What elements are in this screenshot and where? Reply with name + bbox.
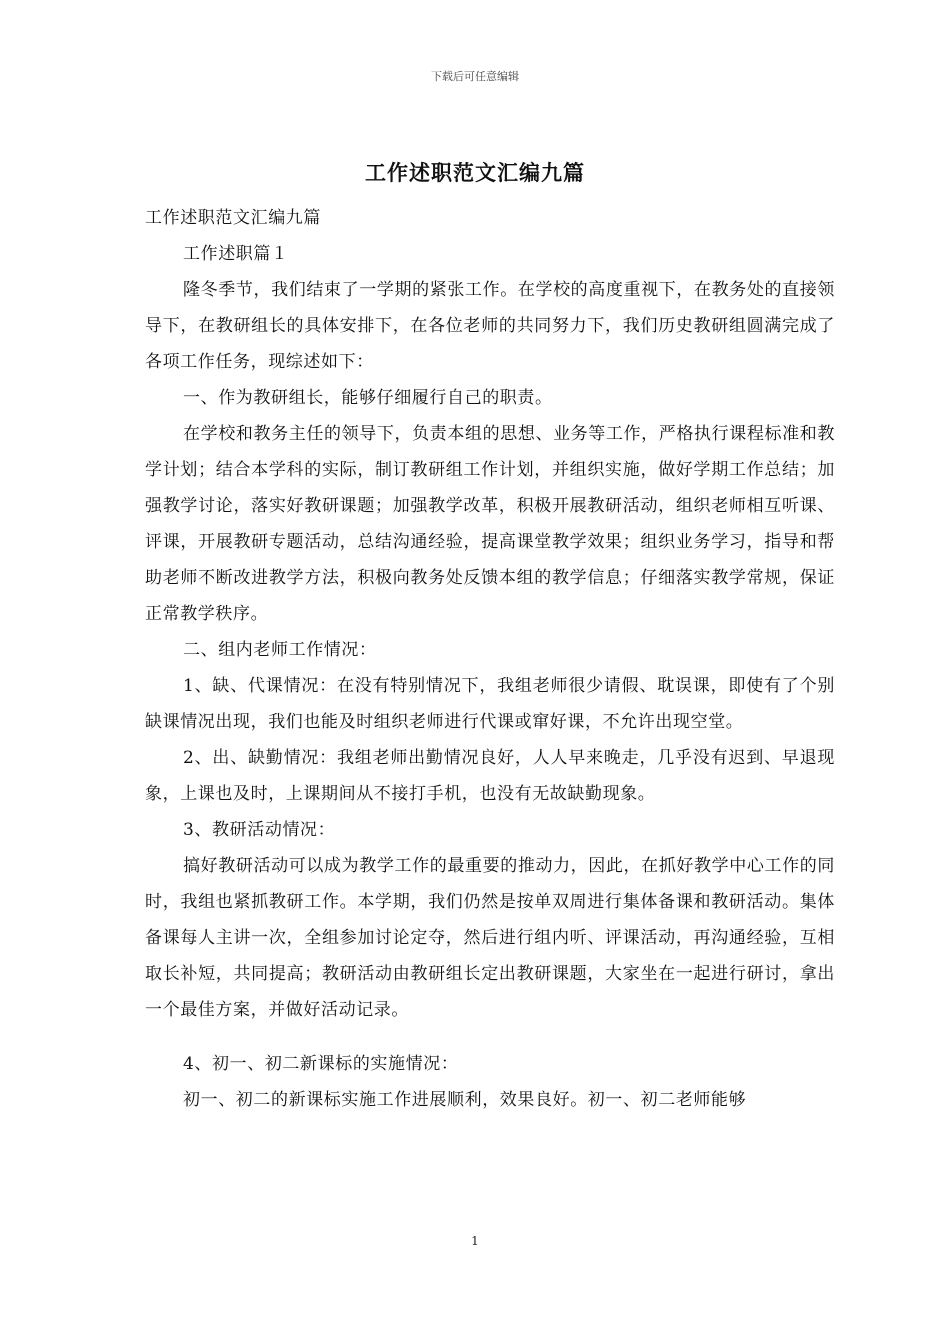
paragraph-duties: 在学校和教务主任的领导下，负责本组的思想、业务等工作，严格执行课程标准和教学计划；结合本学科的实际，制订教研组工作计划，并组织实施，做好学期工作总结；加强教学讨论，落实好教研课题；加强教学改革，积极开展教研活动，组织老师相互听课、评课，开展教研专题活动，总结沟通经验，提高课堂教学效果；组织业务学习，指导和帮助老师不断改进教学方法，积极向教务处反馈本组的教学信息；仔细落实教学常规，保证正常教学秩序。 [145,424,835,624]
document-body [145,200,835,1118]
paragraph-item-3-heading: 3、教研活动情况： [183,820,336,840]
paragraph-heading-two: 二、组内老师工作情况： [183,640,377,660]
paragraph-item-1: 1、缺、代课情况：在没有特别情况下，我组老师很少请假、耽误课，即使有了个别缺课情况出现，我们也能及时组织老师进行代课或窜好课，不允许出现空堂。 [145,676,835,732]
document-title: 工作述职范文汇编九篇 [365,160,585,185]
paragraph-section-heading: 工作述职篇１ [183,244,289,264]
page-number: 1 [471,1234,479,1248]
paragraph-item-2: 2、出、缺勤情况：我组老师出勤情况良好，人人早来晚走，几乎没有迟到、早退现象，上课也及时，上课期间从不接打手机，也没有无故缺勤现象。 [145,748,835,804]
paragraph-item-4-body: 初一、初二的新课标实施工作进展顺利，效果良好。初一、初二老师能够 [183,1090,747,1110]
paragraph-intro: 隆冬季节，我们结束了一学期的紧张工作。在学校的高度重视下，在教务处的直接领导下，在教研组长的具体安排下，在各位老师的共同努力下，我们历史教研组圆满完成了各项工作任务，现综述如下： [145,280,835,372]
paragraph-subtitle: 工作述职范文汇编九篇 [145,208,321,228]
paragraph-item-4-heading: 4、初一、初二新课标的实施情况： [183,1054,459,1074]
paragraph-item-3-body: 搞好教研活动可以成为教学工作的最重要的推动力，因此，在抓好教学中心工作的同时，我组也紧抓教研工作。本学期，我们仍然是按单双周进行集体备课和教研活动。集体备课每人主讲一次，全组参加讨论定夺，然后进行组内听、评课活动，再沟通经验，互相取长补短，共同提高；教研活动由教研组长定出教研课题，大家坐在一起进行研讨，拿出一个最佳方案，并做好活动记录。 [145,856,835,1020]
header-note: 下载后可任意编辑 [431,70,519,83]
paragraph-heading-one: 一、作为教研组长，能够仔细履行自己的职责。 [183,388,553,408]
